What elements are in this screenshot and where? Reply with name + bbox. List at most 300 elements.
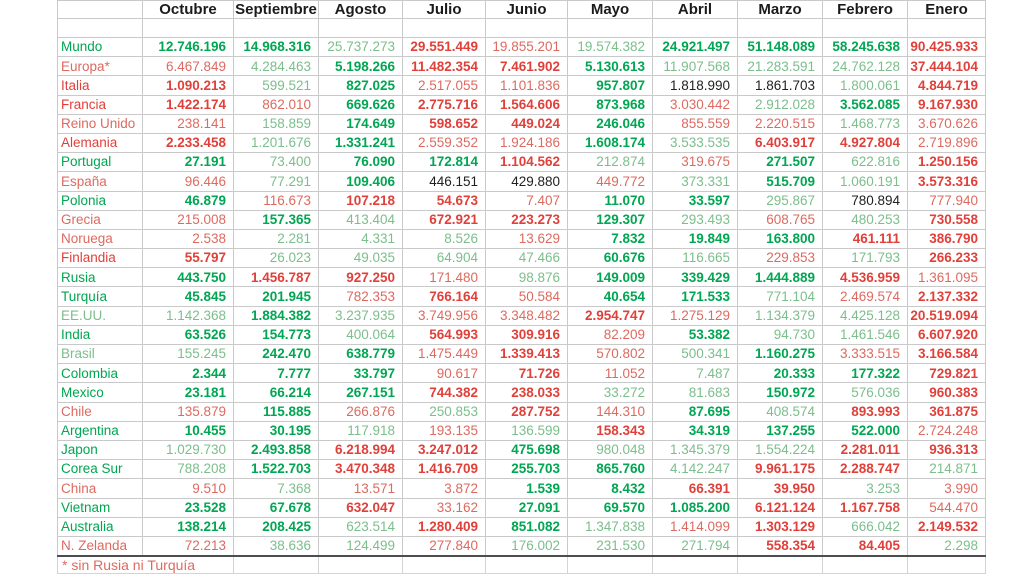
table-row (58, 38, 986, 57)
data-cell: 287.752 (486, 402, 568, 421)
data-cell: 137.255 (738, 421, 823, 440)
data-cell: 475.698 (486, 440, 568, 459)
table-row (58, 191, 986, 210)
row-label: Italia (58, 76, 143, 95)
data-cell: 319.675 (653, 153, 738, 172)
spacer-row (58, 19, 986, 38)
empty-cell (823, 556, 908, 574)
row-label: China (58, 479, 143, 498)
data-cell: 893.993 (823, 402, 908, 421)
data-cell: 229.853 (738, 249, 823, 268)
data-cell: 201.945 (234, 287, 319, 306)
data-cell: 622.816 (823, 153, 908, 172)
data-cell: 5.130.613 (568, 57, 653, 76)
data-cell: 855.559 (653, 114, 738, 133)
table-row (58, 95, 986, 114)
data-cell: 7.368 (234, 479, 319, 498)
data-cell: 3.573.316 (908, 172, 986, 191)
data-cell: 2.220.515 (738, 114, 823, 133)
data-cell: 98.876 (486, 268, 568, 287)
table-row (58, 460, 986, 479)
data-cell: 7.832 (568, 229, 653, 248)
data-cell: 158.859 (234, 114, 319, 133)
empty-cell (58, 19, 143, 38)
data-cell: 1.101.836 (486, 76, 568, 95)
data-cell: 21.283.591 (738, 57, 823, 76)
empty-cell (319, 19, 403, 38)
data-cell: 19.849 (653, 229, 738, 248)
data-cell: 522.000 (823, 421, 908, 440)
table-row (58, 498, 986, 517)
data-cell: 76.090 (319, 153, 403, 172)
data-cell: 81.683 (653, 383, 738, 402)
data-cell: 3.533.535 (653, 133, 738, 152)
data-cell: 212.874 (568, 153, 653, 172)
data-cell: 3.749.956 (403, 306, 486, 325)
data-cell: 171.793 (823, 249, 908, 268)
data-cell: 3.166.584 (908, 345, 986, 364)
data-cell: 8.432 (568, 479, 653, 498)
data-cell: 570.802 (568, 345, 653, 364)
data-cell: 2.724.248 (908, 421, 986, 440)
data-cell: 23.528 (143, 498, 234, 517)
row-label: Finlandia (58, 249, 143, 268)
data-cell: 157.365 (234, 210, 319, 229)
data-cell: 1.280.409 (403, 517, 486, 536)
data-cell: 117.918 (319, 421, 403, 440)
data-cell: 957.807 (568, 76, 653, 95)
data-cell: 1.345.379 (653, 440, 738, 459)
data-cell: 3.247.012 (403, 440, 486, 459)
data-cell: 11.070 (568, 191, 653, 210)
data-cell: 4.927.804 (823, 133, 908, 152)
empty-cell (568, 556, 653, 574)
data-cell: 116.665 (653, 249, 738, 268)
row-label: Portugal (58, 153, 143, 172)
data-cell: 19.855.201 (486, 38, 568, 57)
data-cell: 413.404 (319, 210, 403, 229)
data-cell: 267.151 (319, 383, 403, 402)
row-label: Europa* (58, 57, 143, 76)
data-cell: 1.416.709 (403, 460, 486, 479)
data-cell: 77.291 (234, 172, 319, 191)
row-label: España (58, 172, 143, 191)
data-table (57, 0, 986, 574)
data-cell: 54.673 (403, 191, 486, 210)
table-row (58, 402, 986, 421)
row-label: Chile (58, 402, 143, 421)
data-cell: 115.885 (234, 402, 319, 421)
data-cell: 19.574.382 (568, 38, 653, 57)
data-cell: 3.562.085 (823, 95, 908, 114)
data-cell: 158.343 (568, 421, 653, 440)
row-label: Rusia (58, 268, 143, 287)
footnote-row (58, 556, 986, 574)
data-cell: 788.208 (143, 460, 234, 479)
data-cell: 2.954.747 (568, 306, 653, 325)
data-cell: 2.137.332 (908, 287, 986, 306)
data-cell: 2.281.011 (823, 440, 908, 459)
data-cell: 1.085.200 (653, 498, 738, 517)
data-cell: 163.800 (738, 229, 823, 248)
data-cell: 544.470 (908, 498, 986, 517)
empty-cell (908, 19, 986, 38)
data-cell: 12.746.196 (143, 38, 234, 57)
data-cell: 293.493 (653, 210, 738, 229)
data-cell: 53.382 (653, 325, 738, 344)
data-cell: 82.209 (568, 325, 653, 344)
data-cell: 480.253 (823, 210, 908, 229)
data-cell: 238.033 (486, 383, 568, 402)
row-label: Argentina (58, 421, 143, 440)
data-cell: 277.840 (403, 536, 486, 555)
table-row (58, 172, 986, 191)
table-row (58, 479, 986, 498)
data-cell: 1.924.186 (486, 133, 568, 152)
data-cell: 3.872 (403, 479, 486, 498)
data-cell: 87.695 (653, 402, 738, 421)
table-row (58, 383, 986, 402)
row-label: Colombia (58, 364, 143, 383)
data-cell: 90.617 (403, 364, 486, 383)
column-header-septiembre: Septiembre (235, 1, 317, 18)
data-cell: 30.195 (234, 421, 319, 440)
data-cell: 1.104.562 (486, 153, 568, 172)
data-cell: 1.134.379 (738, 306, 823, 325)
data-cell: 576.036 (823, 383, 908, 402)
corner-cell (58, 1, 143, 19)
data-cell: 598.652 (403, 114, 486, 133)
table-row (58, 306, 986, 325)
row-label: Alemania (58, 133, 143, 152)
data-cell: 936.313 (908, 440, 986, 459)
data-cell: 3.333.515 (823, 345, 908, 364)
data-cell: 1.142.368 (143, 306, 234, 325)
data-cell: 515.709 (738, 172, 823, 191)
data-cell: 6.467.849 (143, 57, 234, 76)
data-cell: 24.921.497 (653, 38, 738, 57)
data-cell: 33.162 (403, 498, 486, 517)
data-cell: 2.538 (143, 229, 234, 248)
data-cell: 1.029.730 (143, 440, 234, 459)
empty-cell (486, 556, 568, 574)
data-cell: 20.519.094 (908, 306, 986, 325)
data-cell: 177.322 (823, 364, 908, 383)
data-cell: 27.091 (486, 498, 568, 517)
data-cell: 171.480 (403, 268, 486, 287)
data-cell: 3.990 (908, 479, 986, 498)
row-label: Mexico (58, 383, 143, 402)
data-cell: 34.319 (653, 421, 738, 440)
data-cell: 766.164 (403, 287, 486, 306)
data-cell: 373.331 (653, 172, 738, 191)
column-header-agosto: Agosto (319, 1, 403, 19)
data-cell: 3.348.482 (486, 306, 568, 325)
row-label: Noruega (58, 229, 143, 248)
data-cell: 63.526 (143, 325, 234, 344)
data-cell: 136.599 (486, 421, 568, 440)
column-header-abril: Abril (653, 1, 738, 19)
table-row (58, 76, 986, 95)
empty-cell (403, 19, 486, 38)
data-cell: 4.844.719 (908, 76, 986, 95)
data-cell: 64.904 (403, 249, 486, 268)
table-row (58, 517, 986, 536)
data-cell: 1.564.606 (486, 95, 568, 114)
data-cell: 90.425.933 (908, 38, 986, 57)
data-cell: 1.818.990 (653, 76, 738, 95)
data-cell: 7.487 (653, 364, 738, 383)
table-row (58, 345, 986, 364)
data-cell: 66.391 (653, 479, 738, 498)
table-row (58, 114, 986, 133)
data-cell: 33.272 (568, 383, 653, 402)
table-row (58, 133, 986, 152)
data-cell: 1.250.156 (908, 153, 986, 172)
data-cell: 135.879 (143, 402, 234, 421)
column-header-junio: Junio (486, 1, 568, 19)
data-cell: 155.245 (143, 345, 234, 364)
data-cell: 1.167.758 (823, 498, 908, 517)
data-cell: 2.288.747 (823, 460, 908, 479)
table-row (58, 440, 986, 459)
empty-cell (738, 19, 823, 38)
data-cell: 1.303.129 (738, 517, 823, 536)
data-cell: 744.382 (403, 383, 486, 402)
data-cell: 599.521 (234, 76, 319, 95)
data-cell: 3.237.935 (319, 306, 403, 325)
row-label: Francia (58, 95, 143, 114)
data-cell: 632.047 (319, 498, 403, 517)
row-label: N. Zelanda (58, 536, 143, 555)
data-cell: 231.530 (568, 536, 653, 555)
data-cell: 1.475.449 (403, 345, 486, 364)
data-cell: 27.191 (143, 153, 234, 172)
header-row (58, 1, 986, 19)
data-cell: 47.466 (486, 249, 568, 268)
data-cell: 55.797 (143, 249, 234, 268)
empty-cell (908, 556, 986, 574)
data-cell: 960.383 (908, 383, 986, 402)
data-cell: 2.344 (143, 364, 234, 383)
data-cell: 129.307 (568, 210, 653, 229)
data-cell: 862.010 (234, 95, 319, 114)
data-cell: 7.407 (486, 191, 568, 210)
data-cell: 46.879 (143, 191, 234, 210)
data-cell: 500.341 (653, 345, 738, 364)
data-cell: 1.361.095 (908, 268, 986, 287)
data-cell: 2.775.716 (403, 95, 486, 114)
empty-cell (568, 19, 653, 38)
data-cell: 386.790 (908, 229, 986, 248)
data-cell: 13.629 (486, 229, 568, 248)
data-cell: 608.765 (738, 210, 823, 229)
data-cell: 25.737.273 (319, 38, 403, 57)
row-label: Japon (58, 440, 143, 459)
data-cell: 58.245.638 (823, 38, 908, 57)
data-cell: 672.921 (403, 210, 486, 229)
table-row (58, 268, 986, 287)
data-cell: 69.570 (568, 498, 653, 517)
data-cell: 1.800.061 (823, 76, 908, 95)
table-row (58, 153, 986, 172)
empty-cell (653, 19, 738, 38)
data-cell: 1.456.787 (234, 268, 319, 287)
data-cell: 150.972 (738, 383, 823, 402)
data-cell: 873.968 (568, 95, 653, 114)
row-label: Polonia (58, 191, 143, 210)
column-header-julio: Julio (403, 1, 486, 19)
data-cell: 176.002 (486, 536, 568, 555)
data-cell: 4.536.959 (823, 268, 908, 287)
data-cell: 2.298 (908, 536, 986, 555)
data-cell: 45.845 (143, 287, 234, 306)
data-cell: 26.023 (234, 249, 319, 268)
row-label: Vietnam (58, 498, 143, 517)
data-cell: 107.218 (319, 191, 403, 210)
data-cell: 1.608.174 (568, 133, 653, 152)
table-row (58, 229, 986, 248)
data-cell: 67.678 (234, 498, 319, 517)
data-cell: 6.121.124 (738, 498, 823, 517)
row-label: India (58, 325, 143, 344)
column-header-octubre: Octubre (143, 1, 234, 19)
data-cell: 154.773 (234, 325, 319, 344)
data-cell: 1.090.213 (143, 76, 234, 95)
data-cell: 214.871 (908, 460, 986, 479)
data-cell: 2.149.532 (908, 517, 986, 536)
data-cell: 729.821 (908, 364, 986, 383)
data-cell: 11.907.568 (653, 57, 738, 76)
data-cell: 14.968.316 (234, 38, 319, 57)
table-row (58, 57, 986, 76)
data-cell: 295.867 (738, 191, 823, 210)
empty-cell (234, 556, 319, 574)
footnote: * sin Rusia ni Turquía (58, 556, 234, 574)
data-cell: 33.797 (319, 364, 403, 383)
data-cell: 13.571 (319, 479, 403, 498)
data-cell: 208.425 (234, 517, 319, 536)
data-cell: 4.425.128 (823, 306, 908, 325)
data-cell: 461.111 (823, 229, 908, 248)
data-cell: 66.214 (234, 383, 319, 402)
data-cell: 2.233.458 (143, 133, 234, 152)
data-cell: 7.461.902 (486, 57, 568, 76)
data-cell: 116.673 (234, 191, 319, 210)
empty-cell (823, 19, 908, 38)
data-cell: 6.218.994 (319, 440, 403, 459)
data-cell: 865.760 (568, 460, 653, 479)
data-cell: 638.779 (319, 345, 403, 364)
data-cell: 138.214 (143, 517, 234, 536)
data-cell: 4.284.463 (234, 57, 319, 76)
data-cell: 2.912.028 (738, 95, 823, 114)
data-cell: 171.533 (653, 287, 738, 306)
data-cell: 1.331.241 (319, 133, 403, 152)
data-cell: 449.024 (486, 114, 568, 133)
data-cell: 40.654 (568, 287, 653, 306)
data-cell: 1.522.703 (234, 460, 319, 479)
data-cell: 2.469.574 (823, 287, 908, 306)
data-cell: 1.339.413 (486, 345, 568, 364)
data-cell: 851.082 (486, 517, 568, 536)
empty-cell (653, 556, 738, 574)
data-cell: 1.884.382 (234, 306, 319, 325)
row-label: Turquía (58, 287, 143, 306)
data-cell: 60.676 (568, 249, 653, 268)
data-cell: 271.794 (653, 536, 738, 555)
row-label: Corea Sur (58, 460, 143, 479)
row-label: Grecia (58, 210, 143, 229)
data-cell: 144.310 (568, 402, 653, 421)
empty-cell (234, 19, 319, 38)
table-row (58, 421, 986, 440)
table-row (58, 364, 986, 383)
data-cell: 782.353 (319, 287, 403, 306)
data-cell: 1.347.838 (568, 517, 653, 536)
data-cell: 9.510 (143, 479, 234, 498)
data-cell: 109.406 (319, 172, 403, 191)
row-label: EE.UU. (58, 306, 143, 325)
data-cell: 23.181 (143, 383, 234, 402)
data-cell: 2.719.896 (908, 133, 986, 152)
data-cell: 193.135 (403, 421, 486, 440)
data-cell: 1.201.676 (234, 133, 319, 152)
empty-cell (319, 556, 403, 574)
column-header-marzo: Marzo (738, 1, 823, 19)
data-cell: 780.894 (823, 191, 908, 210)
data-cell: 2.493.858 (234, 440, 319, 459)
data-cell: 51.148.089 (738, 38, 823, 57)
data-cell: 37.444.104 (908, 57, 986, 76)
data-cell: 50.584 (486, 287, 568, 306)
data-cell: 6.607.920 (908, 325, 986, 344)
data-cell: 215.008 (143, 210, 234, 229)
row-label: Reino Unido (58, 114, 143, 133)
monthly-country-table (57, 0, 986, 574)
data-cell: 443.750 (143, 268, 234, 287)
data-cell: 777.940 (908, 191, 986, 210)
data-cell: 72.213 (143, 536, 234, 555)
data-cell: 1.444.889 (738, 268, 823, 287)
column-header-febrero: Febrero (823, 1, 908, 19)
data-cell: 174.649 (319, 114, 403, 133)
data-cell: 1.275.129 (653, 306, 738, 325)
data-cell: 2.281 (234, 229, 319, 248)
data-cell: 446.151 (403, 172, 486, 191)
data-cell: 3.670.626 (908, 114, 986, 133)
data-cell: 11.052 (568, 364, 653, 383)
data-cell: 309.916 (486, 325, 568, 344)
table-row (58, 210, 986, 229)
data-cell: 4.331 (319, 229, 403, 248)
data-cell: 771.104 (738, 287, 823, 306)
data-cell: 6.403.917 (738, 133, 823, 152)
data-cell: 339.429 (653, 268, 738, 287)
row-label: Australia (58, 517, 143, 536)
data-cell: 71.726 (486, 364, 568, 383)
data-cell: 9.961.175 (738, 460, 823, 479)
data-cell: 1.422.174 (143, 95, 234, 114)
data-cell: 730.558 (908, 210, 986, 229)
data-cell: 400.064 (319, 325, 403, 344)
data-cell: 980.048 (568, 440, 653, 459)
data-cell: 623.514 (319, 517, 403, 536)
data-cell: 669.626 (319, 95, 403, 114)
data-cell: 558.354 (738, 536, 823, 555)
data-cell: 361.875 (908, 402, 986, 421)
data-cell: 266.876 (319, 402, 403, 421)
